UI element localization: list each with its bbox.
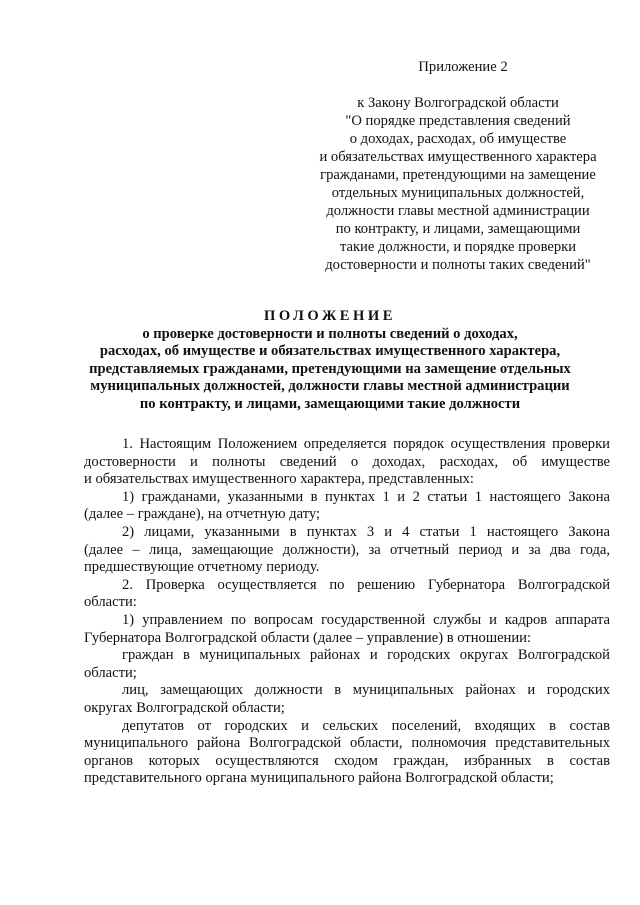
body-line: представительного органа муниципального района Волгоградской области; [84,770,554,787]
appendix-line: о доходах, расходах, об имуществе [349,131,567,147]
appendix-line: достоверности и полноты таких сведений" [325,257,591,273]
title-line: расходах, об имуществе и обязательствах имущественного характера, [99,343,561,360]
body-line: 2) лицами, указанными в пунктах 3 и 4 статьи 1 настоящего Закона [122,523,610,540]
body-line: (далее – граждане), на отчетную дату; [84,506,321,523]
body-line: округах Волгоградской области; [84,699,285,716]
appendix-line: гражданами, претендующими на замещение [320,167,596,183]
document-title [60,308,600,414]
title-line: о проверке достоверности и полноты сведений о доходах, [142,325,518,342]
appendix-line: "О порядке представления сведений [345,113,571,129]
appendix-line: к Закону Волгоградской области [357,95,559,111]
body-line: 2. Проверка осуществляется по решению Губернатора Волгоградской [122,576,610,593]
body-line: 1) гражданами, указанными в пунктах 1 и 2 статьи 1 настоящего Закона [122,488,610,505]
appendix-line: должности главы местной администрации [326,203,590,219]
appendix-line: отдельных муниципальных должностей, [331,185,585,201]
body-line: области: [84,594,137,611]
appendix-header [308,58,608,274]
body-line: области; [84,664,137,681]
appendix-line: и обязательствах имущественного характера [319,149,597,165]
appendix-line: такие должности, и порядке проверки [339,239,577,255]
body-line: органов которых осуществляются сходом граждан, избранных в состав [84,752,610,769]
body-line: лиц, замещающих должности в муниципальных районах и городских [122,682,610,699]
title-line: муниципальных должностей, должности главы местной администрации [90,378,570,395]
appendix-number: Приложение 2 [418,59,508,75]
body-line: 1. Настоящим Положением определяется порядок осуществления проверки [122,436,610,452]
body-line: 1) управлением по вопросам государственной службы и кадров аппарата [122,611,610,628]
appendix-line: по контракту, и лицами, замещающими [335,221,581,237]
body-line: Губернатора Волгоградской области (далее – управление) в отношении: [84,629,532,646]
body-line: предшествующие отчетному периоду. [84,559,320,576]
title-heading: ПОЛОЖЕНИЕ [264,308,396,324]
body-line: достоверности и полноты сведений о доходах, расходах, об имуществе [84,453,610,470]
body-line: (далее – лица, замещающие должности), за отчетный период и за два года, [84,541,610,558]
body-line: муниципального района Волгоградской области, полномочия представительных [84,735,610,752]
body-line: граждан в муниципальных районах и городских округах Волгоградской [122,647,610,664]
body-line: и обязательствах имущественного характера, представленных: [84,471,474,488]
title-line: по контракту, и лицами, замещающими такие должности [139,395,521,412]
title-line: представляемых гражданами, претендующими на замещение отдельных [89,360,571,377]
body-line: депутатов от городских и сельских поселений, входящих в состав [122,717,610,734]
document-body [84,436,610,788]
